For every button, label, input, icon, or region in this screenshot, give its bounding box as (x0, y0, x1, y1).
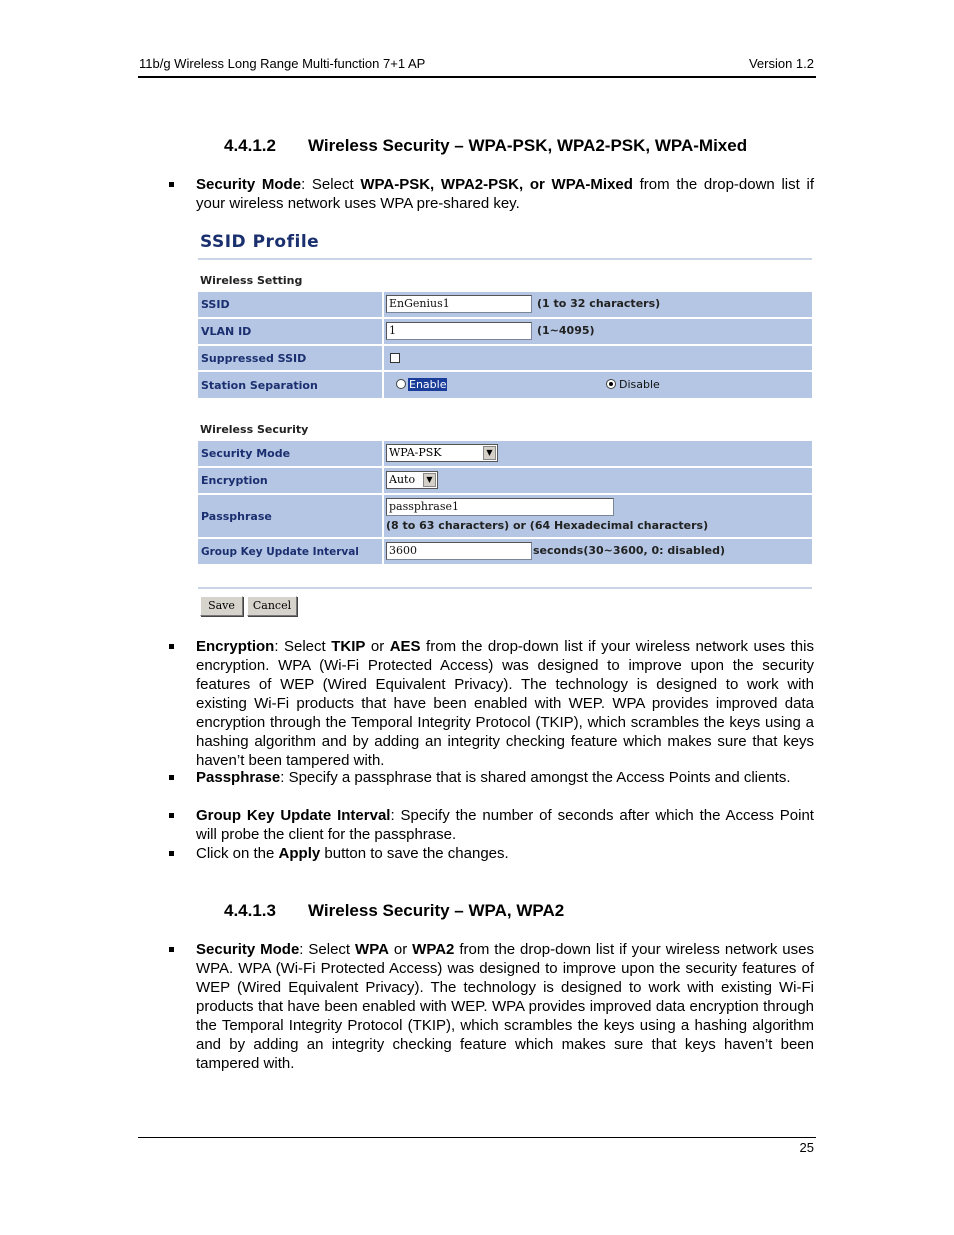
bullet-text: : Select (299, 941, 356, 958)
chevron-down-icon: ▼ (483, 446, 496, 460)
footer-rule (138, 1137, 816, 1138)
bullet-text: from the drop-down list if your wireless network uses this encryption. WPA (Wi-Fi Protected Access) was designed to improve upon the security features of WEP (Wired Equivalent Privacy). The technology is designed to work with existing Wi-Fi products that have been enabled with WEP. WPA provides improved data encryption through the Temporal Integrity Protocol (TKIP), which scrambles the keys using a hashing algorithm and by adding an integrity checking feature which makes sure that keys haven’t been tampered with. (196, 638, 814, 769)
bullet-bold: TKIP (331, 638, 366, 655)
bullet-bold: WPA (355, 941, 389, 958)
bullet-bold: WPA-PSK, WPA2-PSK, or WPA-Mixed (360, 176, 633, 193)
bullet-security-mode-psk (196, 175, 814, 213)
vlan-label: VLAN ID (198, 319, 382, 344)
bullet-text: or (365, 638, 390, 655)
ssid-profile-screenshot (198, 226, 814, 620)
security-mode-select[interactable] (386, 444, 498, 462)
station-separation-row (198, 372, 812, 398)
chevron-down-icon: ▼ (423, 473, 436, 487)
encryption-cell (384, 468, 812, 493)
suppressed-ssid-cell (384, 346, 812, 370)
doc-title: 11b/g Wireless Long Range Multi-function 7+1 AP (139, 56, 426, 71)
bullet-text: : Select (274, 638, 332, 655)
security-mode-value: WPA-PSK (389, 446, 442, 459)
passphrase-cell (384, 495, 812, 537)
passphrase-input[interactable]: passphrase1 (386, 498, 614, 516)
bullet-bold: WPA2 (412, 941, 455, 958)
ssid-row (198, 292, 812, 317)
security-mode-row (198, 441, 812, 466)
disable-radio[interactable] (606, 379, 616, 389)
page-header (138, 56, 816, 78)
ssid-cell (384, 292, 812, 317)
bullet-text: Click on the (196, 845, 279, 862)
vlan-input[interactable]: 1 (386, 322, 532, 340)
encryption-row (198, 468, 812, 493)
disable-radio-label: Disable (619, 378, 660, 391)
bullet-encryption (196, 637, 814, 770)
page-number: 25 (799, 1140, 814, 1155)
enable-radio[interactable] (396, 379, 406, 389)
group-key-input[interactable]: 3600 (386, 542, 532, 560)
bullet-text: : Specify the number of seconds after which the Access Point will probe the client for the passphrase. (196, 807, 814, 843)
group-key-label: Group Key Update Interval (198, 539, 382, 564)
bullet-term: Passphrase (196, 769, 281, 786)
bullet-bold: AES (389, 638, 421, 655)
bullet-text: from the drop-down list if your wireless network uses WPA pre-shared key. (196, 176, 814, 212)
suppressed-ssid-row (198, 346, 812, 370)
encryption-label: Encryption (198, 468, 382, 493)
doc-version: Version 1.2 (748, 56, 814, 71)
passphrase-row (198, 495, 812, 537)
security-mode-cell (384, 441, 812, 466)
section-heading-4-4-1-3 (224, 901, 564, 921)
section-number: 4.4.1.2 (224, 136, 276, 155)
bullet-security-mode-wpa (196, 940, 814, 1073)
encryption-value: Auto (389, 473, 416, 486)
ssid-profile-title: SSID Profile (200, 232, 320, 252)
wireless-security-heading: Wireless Security (200, 423, 309, 436)
bullet-text: from the drop-down list if your wireless network uses WPA. WPA (Wi-Fi Protected Access) was designed to improve upon the security features of WEP (Wired Equivalent Privacy). The technology is designed to work with existing Wi-Fi products that have been enabled with WEP. WPA provides improved data encryption through the Temporal Integrity Protocol (TKIP), which scrambles the keys using a hashing algorithm and by adding an integrity checking feature which makes sure that keys haven’t been tampered with. (196, 941, 814, 1072)
wireless-setting-heading: Wireless Setting (200, 274, 303, 287)
bullet-text: : Specify a passphrase that is shared amongst the Access Points and clients. (280, 769, 791, 786)
title-rule (198, 258, 812, 260)
bullet-term: Security Mode (196, 176, 302, 193)
bullet-text: or (388, 941, 413, 958)
section-title: Wireless Security – WPA, WPA2 (308, 901, 565, 920)
vlan-row (198, 319, 812, 344)
ssid-label: SSID (198, 292, 382, 317)
vlan-cell (384, 319, 812, 344)
group-key-hint: seconds(30~3600, 0: disabled) (533, 544, 726, 557)
bullet-bold: Apply (278, 845, 321, 862)
bullet-passphrase (196, 768, 814, 787)
bullet-group-key (196, 806, 814, 844)
passphrase-hint: (8 to 63 characters) or (64 Hexadecimal characters) (386, 519, 709, 532)
station-separation-cell (384, 372, 812, 398)
cancel-button[interactable]: Cancel (247, 596, 297, 616)
ssid-input[interactable]: EnGenius1 (386, 295, 532, 313)
section-title: Wireless Security – WPA-PSK, WPA2-PSK, WPA-Mixed (308, 136, 748, 155)
bullet-term: Group Key Update Interval (196, 807, 391, 824)
enable-radio-label: Enable (409, 378, 447, 391)
security-mode-label: Security Mode (198, 441, 382, 466)
suppressed-ssid-checkbox[interactable] (390, 353, 400, 363)
suppressed-ssid-label: Suppressed SSID (198, 346, 382, 370)
ssid-hint: (1 to 32 characters) (537, 297, 661, 310)
save-button[interactable]: Save (200, 596, 243, 616)
section-number: 4.4.1.3 (224, 901, 276, 920)
section-heading-4-4-1-2 (224, 136, 747, 156)
passphrase-label: Passphrase (198, 495, 382, 537)
group-key-row (198, 539, 812, 564)
bullet-term: Security Mode (196, 941, 300, 958)
station-separation-label: Station Separation (198, 372, 382, 398)
vlan-hint: (1~4095) (537, 324, 595, 337)
bullet-term: Encryption (196, 638, 275, 655)
bullet-apply (196, 844, 814, 863)
encryption-select[interactable] (386, 471, 438, 489)
group-key-cell (384, 539, 812, 564)
form-divider (198, 587, 812, 589)
bullet-text: button to save the changes. (320, 845, 509, 862)
bullet-text: : Select (301, 176, 361, 193)
